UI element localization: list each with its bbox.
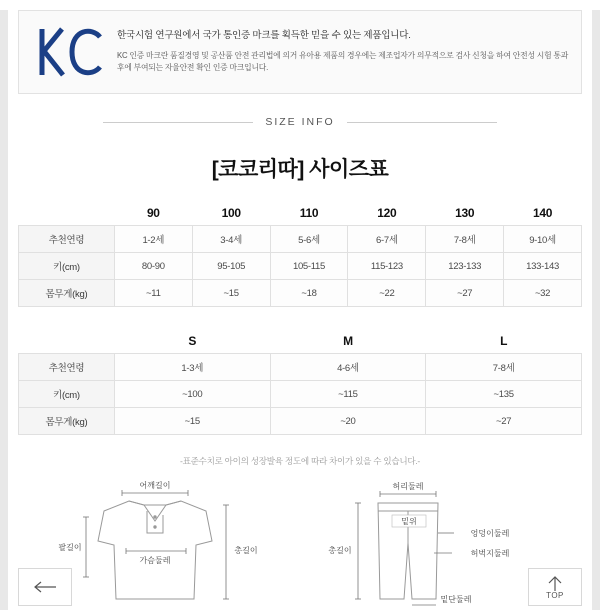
table1-cell: 3-4세 [192,226,270,253]
page-title: [코코리따] 사이즈표 [211,158,389,181]
top-label: TOP [546,590,564,600]
svg-text:밑단둘레: 밑단둘레 [440,595,472,604]
table2-row-header: 몸무게(kg) [19,408,115,435]
table2-cell: 7-8세 [426,354,582,381]
table1-col-header: 140 [504,201,582,226]
table2-cell: ~100 [114,381,270,408]
table1-row-header: 몸무게(kg) [19,280,115,307]
table2-col-header: S [114,329,270,354]
svg-text:엉덩이둘레: 엉덩이둘레 [470,529,510,538]
table2-cell: ~15 [114,408,270,435]
svg-text:총길이: 총길이 [328,546,352,555]
table2-cell: ~27 [426,408,582,435]
table1-cell: ~27 [426,280,504,307]
size-table-numeric [18,201,582,307]
table2-cell: ~135 [426,381,582,408]
arrow-left-icon [32,580,58,594]
svg-text:총길이: 총길이 [234,546,258,555]
table1-cell: 5-6세 [270,226,348,253]
kc-description: KC 인증 마크란 품질경영 및 공산품 안전 관리법에 의거 유아용 제품의 경우에는 제조업자가 의무적으로 검사 신청을 하여 안전성 시험 통과 후에 부여되는 자율안전 확인 인증 마크입니다. [117,50,569,72]
table1-cell: 7-8세 [426,226,504,253]
table-row [19,226,582,253]
right-edge-strip [592,10,600,610]
table2-cell: 1-3세 [114,354,270,381]
table-row [19,381,582,408]
table-row [19,253,582,280]
table2-cell: ~115 [270,381,426,408]
measurement-note: -표준수치로 아이의 성장발육 정도에 따라 차이가 있을 수 있습니다.- [180,456,420,466]
table1-cell: 95-105 [192,253,270,280]
svg-text:팔길이: 팔길이 [58,543,82,552]
table-header-row [19,329,582,354]
table-row [19,354,582,381]
table2-col-header: M [270,329,426,354]
table-header-row [19,201,582,226]
kc-headline: 한국시험 연구원에서 국가 통인증 마크를 획득한 믿을 수 있는 제품입니다. [117,30,411,42]
kc-certification-banner [18,10,582,94]
table1-cell: 80-90 [114,253,192,280]
left-edge-strip [0,10,8,610]
table1-row-header: 추천연령 [19,226,115,253]
bottom-navigation [0,564,600,610]
kc-mark-icon [31,21,107,83]
svg-text:허리둘레: 허리둘레 [392,482,424,491]
table1-cell: 6-7세 [348,226,426,253]
size-info-divider [18,116,582,128]
table2-col-header: L [426,329,582,354]
table1-col-header: 130 [426,201,504,226]
table2-row-header: 키(cm) [19,381,115,408]
table2-cell: 4-6세 [270,354,426,381]
svg-text:어깨길이: 어깨길이 [139,481,171,490]
table-row [19,280,582,307]
table2-row-header: 추천연령 [19,354,115,381]
table1-col-header: 100 [192,201,270,226]
table1-cell: ~18 [270,280,348,307]
table-corner-cell [19,201,115,226]
scroll-to-top-button[interactable] [528,568,582,606]
table1-col-header: 120 [348,201,426,226]
size-table-letter [18,329,582,435]
table1-col-header: 90 [114,201,192,226]
table1-cell: 1-2세 [114,226,192,253]
svg-text:밑위: 밑위 [401,517,417,526]
table2-cell: ~20 [270,408,426,435]
table1-col-header: 110 [270,201,348,226]
table1-cell: 133-143 [504,253,582,280]
size-info-label: SIZE INFO [265,116,335,128]
table1-row-header: 키(cm) [19,253,115,280]
table1-cell: 105-115 [270,253,348,280]
table1-cell: ~22 [348,280,426,307]
kc-text-block [107,30,569,74]
svg-text:가슴둘레: 가슴둘레 [139,556,171,565]
table1-cell: ~11 [114,280,192,307]
table1-cell: 115-123 [348,253,426,280]
page-root [0,10,600,610]
table1-cell: 9-10세 [504,226,582,253]
divider-rule-left [103,122,253,123]
table1-cell: ~15 [192,280,270,307]
prev-button[interactable] [18,568,72,606]
svg-text:허벅지둘레: 허벅지둘레 [470,549,510,558]
table-row [19,408,582,435]
table-corner-cell [19,329,115,354]
table1-cell: 123-133 [426,253,504,280]
table1-cell: ~32 [504,280,582,307]
divider-rule-right [347,122,497,123]
